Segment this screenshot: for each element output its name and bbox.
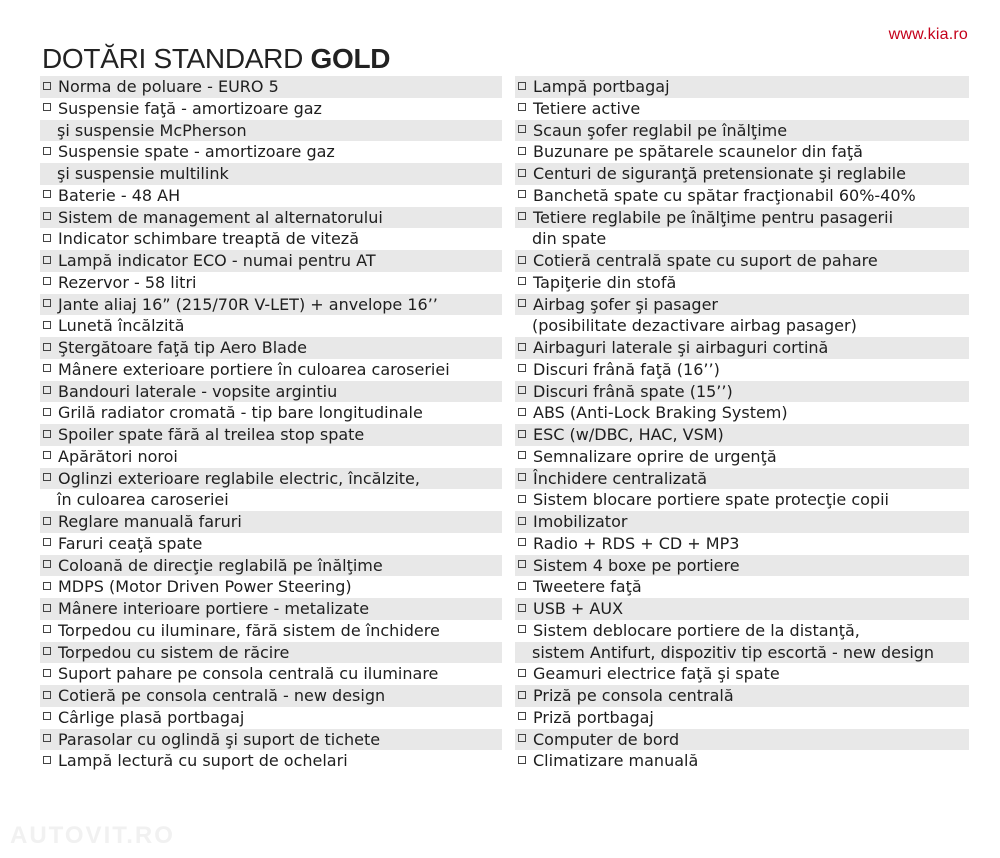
list-item-label: Parasolar cu oglindă şi suport de tichete [58, 729, 381, 749]
checkbox-square-icon [43, 386, 51, 394]
list-item [515, 685, 969, 707]
checkbox-square-icon [43, 343, 51, 351]
checkbox-square-icon [43, 691, 51, 699]
checkbox-square-icon [43, 430, 51, 438]
list-item [515, 185, 969, 207]
checkbox-square-icon [518, 582, 526, 590]
list-item-label: Centuri de siguranţă pretensionate şi reglabile [533, 164, 906, 183]
list-item [515, 707, 969, 729]
list-item-label: Suspensie faţă - amortizoare gaz [58, 98, 322, 118]
list-item [40, 642, 502, 664]
list-item-label: Mânere exterioare portiere în culoarea caroseriei [58, 359, 450, 379]
list-item [40, 468, 502, 490]
list-item-label: Buzunare pe spătarele scaunelor din faţă [533, 142, 863, 162]
checkbox-square-icon [43, 321, 51, 329]
list-item [515, 337, 969, 359]
list-item-label: Baterie - 48 AH [58, 185, 181, 205]
list-item-label: Priză portbagaj [533, 707, 654, 727]
list-item [515, 555, 969, 577]
checkbox-square-icon [518, 669, 526, 677]
checkbox-square-icon [518, 82, 526, 90]
checkbox-square-icon [43, 604, 51, 612]
list-item-label: Sistem 4 boxe pe portiere [533, 555, 740, 575]
list-item [40, 294, 502, 316]
list-item [40, 207, 502, 229]
list-item [515, 424, 969, 446]
list-item [515, 533, 969, 555]
list-item [515, 729, 969, 751]
checkbox-square-icon [43, 625, 51, 633]
list-item [515, 359, 969, 381]
checkbox-square-icon [518, 256, 526, 264]
list-item-label: Airbaguri laterale şi airbaguri cortină [533, 338, 829, 357]
list-item-label: Torpedou cu sistem de răcire [58, 642, 290, 662]
list-item [40, 729, 502, 751]
list-item-label: Coloană de direcţie reglabilă pe înălţime [58, 555, 383, 575]
list-item [40, 381, 502, 403]
list-item [40, 663, 502, 685]
checkbox-square-icon [518, 212, 526, 220]
checkbox-square-icon [43, 234, 51, 242]
list-item [40, 446, 502, 468]
checkbox-square-icon [518, 756, 526, 764]
checkbox-square-icon [518, 299, 526, 307]
checkbox-square-icon [43, 712, 51, 720]
checkbox-square-icon [43, 103, 51, 111]
checkbox-square-icon [518, 430, 526, 438]
list-item-label: Lampă portbagaj [533, 77, 670, 96]
checkbox-square-icon [43, 408, 51, 416]
list-item-label: Cotieră pe consola centrală - new design [58, 686, 386, 705]
list-item [515, 511, 969, 533]
checkbox-square-icon [518, 517, 526, 525]
list-item-label: Scaun şofer reglabil pe înălţime [533, 120, 788, 140]
checkbox-square-icon [518, 386, 526, 394]
checkbox-square-icon [518, 103, 526, 111]
list-item-label: şi suspensie McPherson [57, 120, 247, 140]
list-item [515, 642, 969, 664]
list-item-label: Sistem de management al alternatorului [58, 207, 383, 227]
checkbox-square-icon [518, 734, 526, 742]
list-item [515, 620, 969, 642]
list-item [515, 663, 969, 685]
list-item-label: Suspensie spate - amortizoare gaz [58, 142, 335, 162]
checkbox-square-icon [43, 256, 51, 264]
list-item [40, 141, 502, 163]
list-item-label: Tweetere faţă [533, 577, 642, 597]
list-item [40, 98, 502, 120]
list-item [515, 76, 969, 98]
checkbox-square-icon [518, 691, 526, 699]
checkbox-square-icon [518, 712, 526, 720]
checkbox-square-icon [43, 82, 51, 90]
list-item-label: Tapiţerie din stofă [533, 272, 677, 292]
list-item-label: Discuri frână spate (15’’) [533, 381, 733, 401]
list-item [40, 576, 502, 598]
checkbox-square-icon [43, 560, 51, 568]
checkbox-square-icon [43, 190, 51, 198]
list-item-label: Suport pahare pe consola centrală cu iluminare [58, 664, 439, 684]
checkbox-square-icon [518, 169, 526, 177]
list-item [515, 141, 969, 163]
list-item-label: Reglare manuală faruri [58, 512, 242, 531]
checkbox-square-icon [518, 495, 526, 503]
list-item [515, 315, 969, 337]
list-item [40, 163, 502, 185]
list-item [40, 250, 502, 272]
checkbox-square-icon [518, 277, 526, 285]
list-item [40, 402, 502, 424]
list-item [40, 707, 502, 729]
checkbox-square-icon [43, 517, 51, 525]
list-item [515, 750, 969, 772]
list-item-label: Oglinzi exterioare reglabile electric, încălzite, [58, 468, 420, 488]
checkbox-square-icon [43, 364, 51, 372]
checkbox-square-icon [518, 625, 526, 633]
watermark: AUTOVIT.RO [10, 822, 175, 849]
list-item [515, 163, 969, 185]
list-item-label: Mânere interioare portiere - metalizate [58, 599, 370, 618]
list-item-label: Grilă radiator cromată - tip bare longitudinale [58, 403, 423, 423]
list-item-label: Norma de poluare - EURO 5 [58, 77, 279, 96]
list-item [40, 620, 502, 642]
list-item-label: Jante aliaj 16” (215/70R V-LET) + anvelope 16’’ [58, 294, 438, 314]
checkbox-square-icon [43, 299, 51, 307]
checkbox-square-icon [518, 364, 526, 372]
list-item-label: Lampă lectură cu suport de ochelari [58, 751, 348, 771]
list-item [515, 576, 969, 598]
list-item-label: Închidere centralizată [533, 468, 708, 488]
checkbox-square-icon [43, 451, 51, 459]
checkbox-square-icon [518, 408, 526, 416]
list-item [40, 337, 502, 359]
checkbox-square-icon [43, 647, 51, 655]
list-item-label: Computer de bord [533, 729, 680, 749]
list-item [40, 272, 502, 294]
list-item [40, 359, 502, 381]
checkbox-square-icon [518, 147, 526, 155]
list-item [515, 98, 969, 120]
list-item-label: Torpedou cu iluminare, fără sistem de închidere [58, 620, 440, 640]
checkbox-square-icon [43, 212, 51, 220]
checkbox-square-icon [518, 604, 526, 612]
list-item [40, 750, 502, 772]
list-item-label: din spate [532, 229, 607, 249]
list-item-label: ESC (w/DBC, HAC, VSM) [533, 425, 724, 444]
list-item [515, 294, 969, 316]
list-item [40, 598, 502, 620]
checkbox-square-icon [518, 538, 526, 546]
page-title [42, 43, 390, 75]
list-item-label: Tetiere reglabile pe înălţime pentru pasagerii [533, 207, 894, 227]
list-item-label: USB + AUX [533, 599, 624, 618]
checkbox-square-icon [43, 147, 51, 155]
list-item [40, 315, 502, 337]
checkbox-square-icon [43, 538, 51, 546]
list-item-label: Banchetă spate cu spătar fracţionabil 60%-40% [533, 185, 916, 205]
list-item [515, 468, 969, 490]
list-item [515, 272, 969, 294]
list-item-label: Indicator schimbare treaptă de viteză [58, 229, 359, 249]
list-item [40, 685, 502, 707]
list-item-label: Priză pe consola centrală [533, 686, 734, 705]
list-item [40, 120, 502, 142]
list-item-label: Discuri frână faţă (16’’) [533, 359, 720, 379]
checkbox-square-icon [518, 190, 526, 198]
list-item [515, 402, 969, 424]
list-item-label: sistem Antifurt, dispozitiv tip escortă - new design [532, 642, 935, 662]
list-item [40, 76, 502, 98]
site-url: www.kia.ro [888, 26, 968, 43]
list-item [40, 185, 502, 207]
list-item [515, 228, 969, 250]
checkbox-square-icon [43, 473, 51, 481]
list-item [40, 511, 502, 533]
checkbox-square-icon [43, 669, 51, 677]
checkbox-square-icon [43, 582, 51, 590]
list-item [515, 120, 969, 142]
checkbox-square-icon [518, 451, 526, 459]
list-item [515, 598, 969, 620]
list-item-label: Imobilizator [533, 512, 628, 531]
list-item [40, 489, 502, 511]
checkbox-square-icon [518, 473, 526, 481]
list-item-label: Tetiere active [533, 98, 641, 118]
list-item [40, 424, 502, 446]
list-item-label: Cotieră centrală spate cu suport de pahare [533, 251, 878, 270]
right-feature-list [515, 76, 969, 772]
list-item [515, 489, 969, 511]
list-item-label: Bandouri laterale - vopsite argintiu [58, 381, 338, 401]
list-item-label: Ştergătoare faţă tip Aero Blade [58, 338, 307, 357]
list-item-label: Rezervor - 58 litri [58, 272, 197, 292]
title-bold: GOLD [310, 43, 391, 74]
list-item-label: şi suspensie multilink [57, 164, 229, 183]
list-item-label: Climatizare manuală [533, 751, 699, 771]
list-item-label: Cârlige plasă portbagaj [58, 707, 245, 727]
list-item-label: Radio + RDS + CD + MP3 [533, 533, 740, 553]
checkbox-square-icon [43, 277, 51, 285]
list-item [515, 446, 969, 468]
list-item [40, 228, 502, 250]
list-item-label: Geamuri electrice faţă şi spate [533, 664, 780, 684]
list-item-label: (posibilitate dezactivare airbag pasager) [532, 316, 857, 336]
list-item-label: Spoiler spate fără al treilea stop spate [58, 425, 365, 444]
checkbox-square-icon [43, 734, 51, 742]
checkbox-square-icon [518, 343, 526, 351]
list-item-label: Apărători noroi [58, 446, 178, 466]
list-item [40, 555, 502, 577]
list-item [40, 533, 502, 555]
title-regular: DOTĂRI STANDARD [42, 43, 311, 74]
list-item [515, 207, 969, 229]
checkbox-square-icon [518, 560, 526, 568]
left-feature-list [40, 76, 502, 772]
checkbox-square-icon [43, 756, 51, 764]
list-item-label: Lunetă încălzită [58, 316, 185, 336]
list-item-label: Lampă indicator ECO - numai pentru AT [58, 251, 376, 270]
list-item-label: Faruri ceaţă spate [58, 533, 203, 553]
list-item-label: Sistem blocare portiere spate protecţie copii [533, 490, 889, 510]
checkbox-square-icon [518, 125, 526, 133]
list-item-label: în culoarea caroseriei [57, 490, 229, 510]
list-item-label: Semnalizare oprire de urgenţă [533, 446, 777, 466]
list-item [515, 250, 969, 272]
list-item-label: MDPS (Motor Driven Power Steering) [58, 577, 352, 597]
list-item [515, 381, 969, 403]
list-item-label: Airbag şofer şi pasager [533, 294, 718, 314]
list-item-label: Sistem deblocare portiere de la distanţă, [533, 620, 860, 640]
list-item-label: ABS (Anti-Lock Braking System) [533, 403, 788, 423]
